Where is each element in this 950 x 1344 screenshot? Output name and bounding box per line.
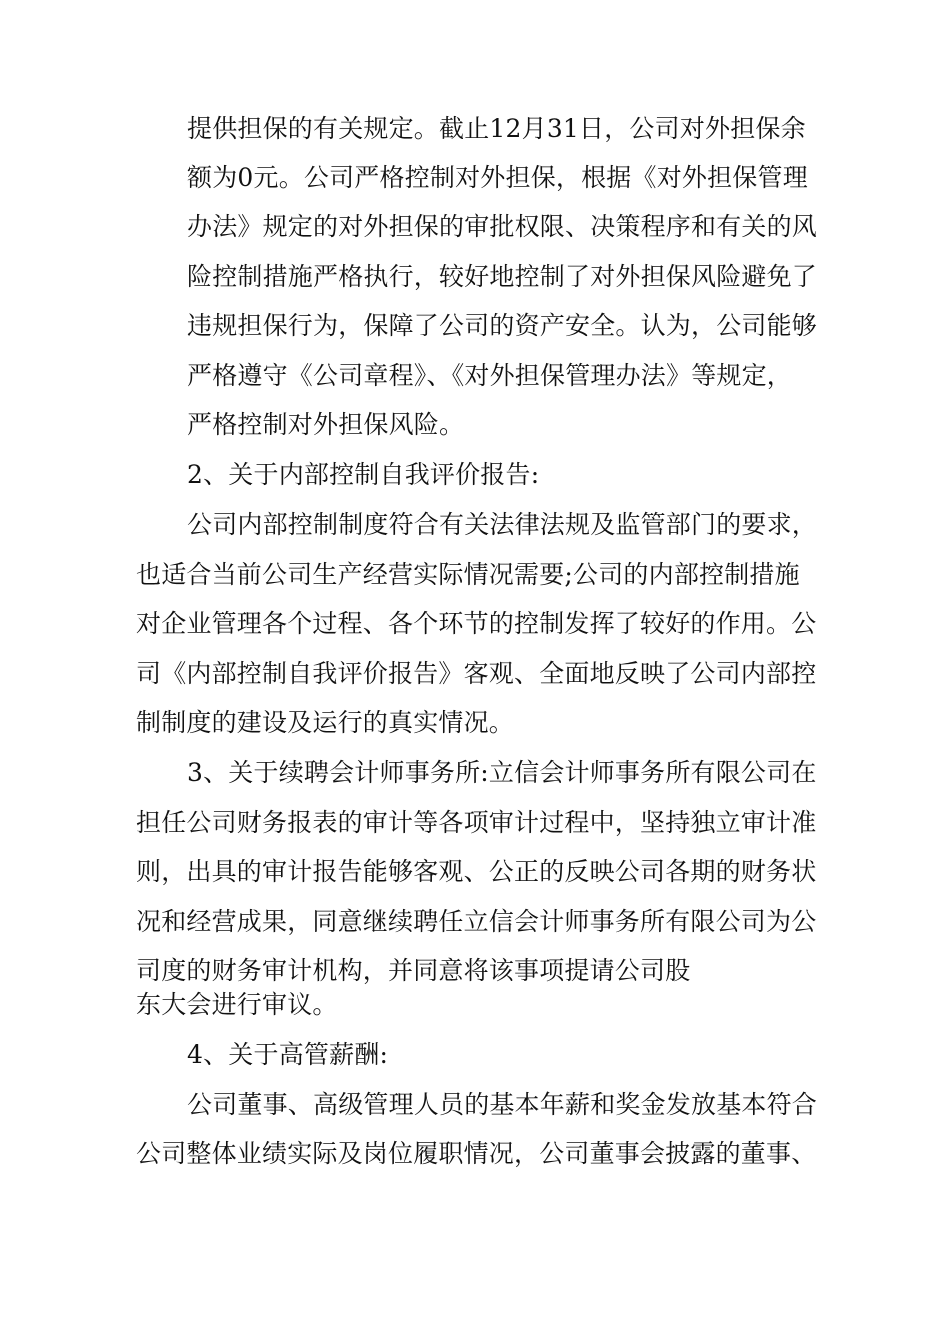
text-line: 制制度的建设及运行的真实情况。 bbox=[136, 708, 515, 737]
text-line: 则，出具的审计报告能够客观、公正的反映公司各期的财务状 bbox=[136, 857, 817, 886]
text-line: 对企业管理各个过程、各个环节的控制发挥了较好的作用。公 bbox=[136, 609, 817, 638]
section-heading-executive-pay: 4、关于高管薪酬: bbox=[187, 1040, 389, 1069]
text-line: 3、关于续聘会计师事务所:立信会计师事务所有限公司在 bbox=[187, 758, 817, 787]
text-line: 公司内部控制制度符合有关法律法规及监管部门的要求， bbox=[187, 510, 818, 539]
text-line: 东大会进行审议。 bbox=[136, 990, 338, 1019]
section-heading-internal-control: 2、关于内部控制自我评价报告: bbox=[187, 460, 540, 489]
text-line: 担任公司财务报表的审计等各项审计过程中，坚持独立审计准 bbox=[136, 808, 817, 837]
text-line: 司《内部控制自我评价报告》客观、全面地反映了公司内部控 bbox=[136, 659, 817, 688]
text-line: 办法》规定的对外担保的审批权限、决策程序和有关的风 bbox=[187, 212, 818, 241]
text-line: 额为0元。公司严格控制对外担保，根据《对外担保管理 bbox=[187, 163, 808, 192]
text-line: 公司整体业绩实际及岗位履职情况，公司董事会披露的董事、 bbox=[136, 1139, 817, 1168]
text-line: 提供担保的有关规定。截止12月31日，公司对外担保余 bbox=[187, 114, 806, 143]
text-line: 公司董事、高级管理人员的基本年薪和奖金发放基本符合 bbox=[187, 1090, 818, 1119]
text-line: 况和经营成果，同意继续聘任立信会计师事务所有限公司为公 bbox=[136, 907, 817, 936]
text-line: 险控制措施严格执行，较好地控制了对外担保风险避免了 bbox=[187, 262, 818, 291]
text-line: 违规担保行为，保障了公司的资产安全。认为，公司能够 bbox=[187, 311, 818, 340]
text-line: 也适合当前公司生产经营实际情况需要;公司的内部控制措施 bbox=[136, 560, 800, 589]
text-line: 严格控制对外担保风险。 bbox=[187, 410, 465, 439]
text-line: 司度的财务审计机构，并同意将该事项提请公司股 bbox=[136, 956, 691, 985]
text-line: 严格遵守《公司章程》、《对外担保管理办法》等规定， bbox=[187, 361, 793, 390]
